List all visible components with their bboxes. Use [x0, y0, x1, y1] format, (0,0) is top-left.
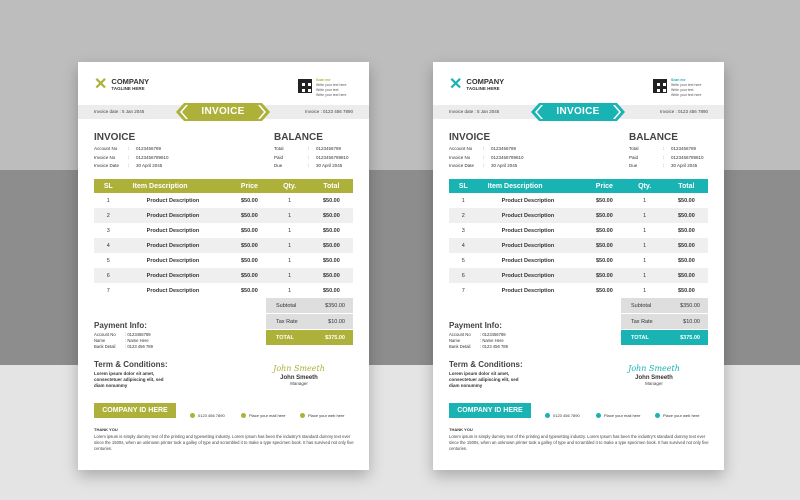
qty-cell: 1 [643, 287, 647, 294]
info-key: Due [629, 163, 638, 168]
price-cell: $50.00 [240, 197, 258, 204]
total-cell: $50.00 [665, 238, 708, 253]
total-cell: $50.00 [677, 287, 695, 294]
total-value: $375.00 [325, 334, 345, 341]
invoice-number: Invoice : 0123 456 7890 [659, 109, 708, 114]
info-value: 30 April 2045 [136, 163, 163, 168]
info-colon: : [128, 146, 130, 151]
info-colon: : [308, 163, 310, 168]
total-cell: $50.00 [322, 197, 340, 204]
qty-cell: 1 [643, 227, 647, 234]
description-cell: Product Description [501, 287, 555, 294]
sl-cell: 6 [94, 268, 123, 283]
signer-role: Manager [645, 381, 663, 386]
info-key: Paid [629, 154, 639, 160]
qr-line: Write your text here [316, 83, 347, 87]
company-logo [94, 78, 149, 92]
total-row [266, 330, 353, 345]
tax-row [266, 314, 353, 329]
payment-row [94, 344, 153, 350]
description-cell: Product Description [501, 197, 555, 204]
price-cell: $50.00 [229, 208, 269, 223]
logo-x-icon: ✕ [94, 76, 108, 93]
qr-line: Write your text here [671, 93, 702, 97]
price-cell: $50.00 [595, 287, 613, 294]
payment-key: Account No [94, 332, 116, 337]
price-cell: $50.00 [229, 238, 269, 253]
qr-text [671, 78, 701, 98]
total-cell: $50.00 [677, 257, 695, 264]
info-key: Paid [274, 154, 284, 160]
payment-value: : 0123456789 [125, 332, 151, 337]
payment-key: Name [94, 338, 106, 343]
price-cell: $50.00 [584, 268, 624, 283]
total-cell: $50.00 [322, 287, 340, 294]
info-row [449, 162, 524, 171]
info-row [629, 154, 704, 163]
tax-row [621, 314, 708, 329]
total-cell: $50.00 [310, 238, 353, 253]
payment-details [449, 332, 508, 350]
sl-cell: 5 [106, 257, 110, 264]
table-row [449, 268, 708, 283]
table-row [94, 283, 353, 298]
price-cell: $50.00 [240, 257, 258, 264]
info-colon: : [308, 146, 310, 151]
totals-block [266, 298, 353, 346]
info-row [274, 154, 349, 163]
qr-line: Write your text here [316, 93, 347, 97]
description-cell: Product Description [146, 257, 200, 264]
totals-block [621, 298, 708, 346]
tax-value: $10.00 [328, 318, 345, 325]
qr-line: Write your text here [671, 83, 702, 87]
payment-heading: Payment Info: [449, 321, 502, 330]
subtotal-label: Subtotal [276, 302, 297, 309]
info-value: 0123456789 [136, 146, 162, 151]
company-id-badge: COMPANY ID HERE [449, 403, 531, 418]
sl-cell: 1 [106, 197, 110, 204]
terms-heading: Term & Conditions: [449, 360, 523, 369]
info-row [449, 154, 524, 163]
price-cell: $50.00 [584, 238, 624, 253]
invoice-banner [176, 103, 270, 121]
info-value: 0123456789 [671, 146, 697, 151]
invoice-date: Invoice date : 5 Jan 2045 [449, 109, 500, 114]
qty-cell: 1 [288, 257, 292, 264]
info-value: 0123456789810 [136, 154, 169, 160]
col-sl: SL [458, 182, 468, 190]
info-colon: : [483, 154, 485, 160]
table-row [449, 238, 708, 253]
qty-cell: 1 [288, 197, 292, 204]
total-cell: $50.00 [322, 227, 340, 234]
info-value: 0123456789810 [671, 154, 704, 160]
info-value: 30 April 2045 [316, 163, 343, 168]
description-cell: Product Description [501, 227, 555, 234]
payment-row [449, 344, 508, 350]
signature-script: John Smeeth [628, 364, 680, 373]
col-description: Item Description [487, 182, 543, 190]
subtotal-value: $350.00 [680, 302, 700, 309]
price-cell: $50.00 [595, 197, 613, 204]
sl-cell: 4 [94, 238, 123, 253]
sl-cell: 3 [461, 227, 465, 234]
company-tagline: TAGLINE HERE [466, 86, 500, 91]
info-colon: : [483, 146, 485, 151]
payment-heading: Payment Info: [94, 321, 147, 330]
globe-icon [300, 413, 305, 418]
company-name: COMPANY [466, 77, 505, 86]
description-cell: Product Description [146, 227, 200, 234]
info-row [629, 145, 704, 154]
banner-label: INVOICE [556, 106, 600, 117]
payment-details [94, 332, 153, 350]
tax-label: Tax Rate [276, 318, 298, 325]
phone-icon [545, 413, 550, 418]
invoice-number: Invoice : 0123 456 7890 [304, 109, 353, 114]
table-header [449, 179, 708, 193]
col-qty: Qty. [283, 182, 297, 190]
email-text: Place your mail here [604, 413, 641, 418]
email-contact [596, 413, 640, 418]
mail-icon [596, 413, 601, 418]
signer-name: John Smeeth [635, 375, 673, 381]
info-key: Invoice Date [449, 163, 475, 168]
table-row [449, 223, 708, 238]
qty-cell: 1 [643, 197, 647, 204]
payment-value: : 0123456789 [480, 332, 506, 337]
total-cell: $50.00 [665, 208, 708, 223]
table-row [449, 253, 708, 268]
info-colon: : [663, 154, 665, 160]
total-cell: $50.00 [310, 208, 353, 223]
company-logo [449, 78, 504, 92]
sl-cell: 4 [449, 238, 478, 253]
col-price: Price [240, 182, 258, 190]
description-cell: Product Description [478, 238, 584, 253]
globe-icon [655, 413, 660, 418]
description-cell: Product Description [123, 208, 229, 223]
logo-x-icon: ✕ [449, 76, 463, 93]
info-key: Invoice Date [94, 163, 120, 168]
signer-role: Manager [290, 381, 308, 386]
price-cell: $50.00 [595, 227, 613, 234]
signer-name: John Smeeth [280, 375, 318, 381]
balance-details [274, 145, 349, 171]
invoice-details [94, 145, 169, 171]
qty-cell: 1 [288, 287, 292, 294]
table-row [449, 283, 708, 298]
qr-code-icon [653, 79, 667, 93]
payment-value: : 0123 456 789 [480, 344, 508, 349]
info-value: 0123456789810 [316, 154, 349, 160]
invoice-banner [531, 103, 625, 121]
invoice-heading: INVOICE [94, 132, 136, 143]
price-cell: $50.00 [595, 257, 613, 264]
company-id-badge: COMPANY ID HERE [94, 403, 176, 418]
company-name: COMPANY [111, 77, 150, 86]
table-row [94, 238, 353, 253]
info-colon: : [128, 163, 130, 168]
total-label: TOTAL [631, 334, 649, 341]
col-total: Total [678, 182, 695, 190]
info-row [449, 145, 524, 154]
info-key: Account No [94, 146, 118, 151]
subtotal-label: Subtotal [631, 302, 652, 309]
web-text: Place your web here [308, 413, 345, 418]
table-row [94, 253, 353, 268]
description-cell: Product Description [123, 238, 229, 253]
info-key: Due [274, 163, 283, 168]
payment-value: : Name Here [125, 338, 149, 343]
payment-key: Account No [449, 332, 471, 337]
price-cell: $50.00 [584, 208, 624, 223]
sl-cell: 7 [106, 287, 110, 294]
signature-script: John Smeeth [273, 364, 325, 373]
qr-code-icon [298, 79, 312, 93]
info-value: 0123456789 [316, 146, 342, 151]
balance-heading: BALANCE [274, 132, 323, 143]
signature-block [619, 364, 689, 386]
description-cell: Product Description [501, 257, 555, 264]
sl-cell: 7 [461, 287, 465, 294]
signature-block [264, 364, 334, 386]
company-tagline: TAGLINE HERE [111, 86, 145, 91]
info-row [274, 162, 349, 171]
sl-cell: 3 [106, 227, 110, 234]
info-row [94, 154, 169, 163]
qr-line: Write your text [671, 88, 694, 92]
invoice-date: Invoice date : 5 Jan 2045 [94, 109, 145, 114]
terms-heading: Term & Conditions: [94, 360, 168, 369]
table-row [94, 208, 353, 223]
info-row [94, 162, 169, 171]
info-colon: : [308, 154, 310, 160]
table-header [94, 179, 353, 193]
sl-cell: 1 [461, 197, 465, 204]
payment-key: Bank Detail [449, 344, 471, 349]
price-cell: $50.00 [229, 268, 269, 283]
footer-text: Lorem ipsum is simply dummy text of the printing and typesetting industry. Lorem Ipsum has been the industry's standard dummy text ever since the 1500s, when an unknown printer took a galley of type and scrambled it to make a type specimen book. It has survived not only five centuries. [94, 434, 354, 451]
payment-key: Name [449, 338, 461, 343]
phone-text: 0123 456 7890 [553, 413, 580, 418]
table-row [94, 223, 353, 238]
col-sl: SL [103, 182, 113, 190]
total-cell: $50.00 [677, 227, 695, 234]
col-qty: Qty. [638, 182, 652, 190]
description-cell: Product Description [478, 208, 584, 223]
banner-label: INVOICE [201, 106, 245, 117]
qty-cell: 1 [625, 268, 665, 283]
description-cell: Product Description [123, 268, 229, 283]
thank-you: THANK YOU [94, 427, 118, 432]
payment-value: : 0123 456 789 [125, 344, 153, 349]
total-value: $375.00 [680, 334, 700, 341]
description-cell: Product Description [146, 287, 200, 294]
info-key: Invoice No [449, 154, 471, 160]
table-row [94, 268, 353, 283]
email-contact [241, 413, 285, 418]
qty-cell: 1 [270, 238, 310, 253]
total-label: TOTAL [276, 334, 294, 341]
table-row [94, 193, 353, 208]
qty-cell: 1 [625, 238, 665, 253]
phone-icon [190, 413, 195, 418]
qty-cell: 1 [270, 268, 310, 283]
web-contact [300, 413, 344, 418]
balance-details [629, 145, 704, 171]
invoice-heading: INVOICE [449, 132, 491, 143]
sl-cell: 5 [461, 257, 465, 264]
table-row [449, 208, 708, 223]
col-total: Total [323, 182, 340, 190]
qr-title: Scan me [671, 78, 686, 82]
info-value: 30 April 2045 [671, 163, 698, 168]
info-colon: : [483, 163, 485, 168]
info-row [629, 162, 704, 171]
info-key: Total [629, 146, 639, 151]
tax-value: $10.00 [683, 318, 700, 325]
qr-text [316, 78, 346, 98]
sl-cell: 2 [94, 208, 123, 223]
info-value: 0123456789 [491, 146, 517, 151]
info-key: Invoice No [94, 154, 116, 160]
info-colon: : [663, 146, 665, 151]
description-cell: Product Description [146, 197, 200, 204]
sl-cell: 6 [449, 268, 478, 283]
qty-cell: 1 [288, 227, 292, 234]
total-cell: $50.00 [310, 268, 353, 283]
qr-title: Scan me [316, 78, 331, 82]
total-cell: $50.00 [665, 268, 708, 283]
subtotal-row [266, 298, 353, 313]
phone-contact [190, 413, 225, 418]
total-row [621, 330, 708, 345]
balance-heading: BALANCE [629, 132, 678, 143]
qty-cell: 1 [643, 257, 647, 264]
items-table [94, 179, 353, 298]
qr-line: Write your text [316, 88, 339, 92]
info-colon: : [128, 154, 130, 160]
email-text: Place your mail here [249, 413, 286, 418]
sl-cell: 2 [449, 208, 478, 223]
thank-you: THANK YOU [449, 427, 473, 432]
info-row [274, 145, 349, 154]
price-cell: $50.00 [240, 287, 258, 294]
total-cell: $50.00 [677, 197, 695, 204]
price-cell: $50.00 [240, 227, 258, 234]
description-cell: Product Description [478, 268, 584, 283]
payment-value: : Name Here [480, 338, 504, 343]
col-price: Price [595, 182, 613, 190]
footer-text: Lorem ipsum is simply dummy text of the printing and typesetting industry. Lorem Ipsum has been the industry's standard dummy text ever since the 1500s, when an unknown printer took a galley of type and scrambled it to make a type specimen book. It has survived not only five centuries. [449, 434, 709, 451]
payment-key: Bank Detail [94, 344, 116, 349]
web-contact [655, 413, 699, 418]
invoice-details [449, 145, 524, 171]
qty-cell: 1 [270, 208, 310, 223]
web-text: Place your web here [663, 413, 700, 418]
invoice-sheet-right [433, 62, 724, 470]
info-value: 30 April 2045 [491, 163, 518, 168]
invoice-sheet-left [78, 62, 369, 470]
tax-label: Tax Rate [631, 318, 653, 325]
subtotal-row [621, 298, 708, 313]
qty-cell: 1 [625, 208, 665, 223]
total-cell: $50.00 [322, 257, 340, 264]
phone-text: 0123 456 7890 [198, 413, 225, 418]
info-row [94, 145, 169, 154]
info-colon: : [663, 163, 665, 168]
items-table [449, 179, 708, 298]
info-value: 0123456789810 [491, 154, 524, 160]
mail-icon [241, 413, 246, 418]
terms-text: Lorem ipsum dolor sit amet, consectetuer adipiscing elit, sed diam nonummy [449, 371, 519, 388]
info-key: Total [274, 146, 284, 151]
table-row [449, 193, 708, 208]
info-key: Account No [449, 146, 473, 151]
subtotal-value: $350.00 [325, 302, 345, 309]
col-description: Item Description [132, 182, 188, 190]
phone-contact [545, 413, 580, 418]
terms-text: Lorem ipsum dolor sit amet, consectetuer adipiscing elit, sed diam nonummy [94, 371, 164, 388]
